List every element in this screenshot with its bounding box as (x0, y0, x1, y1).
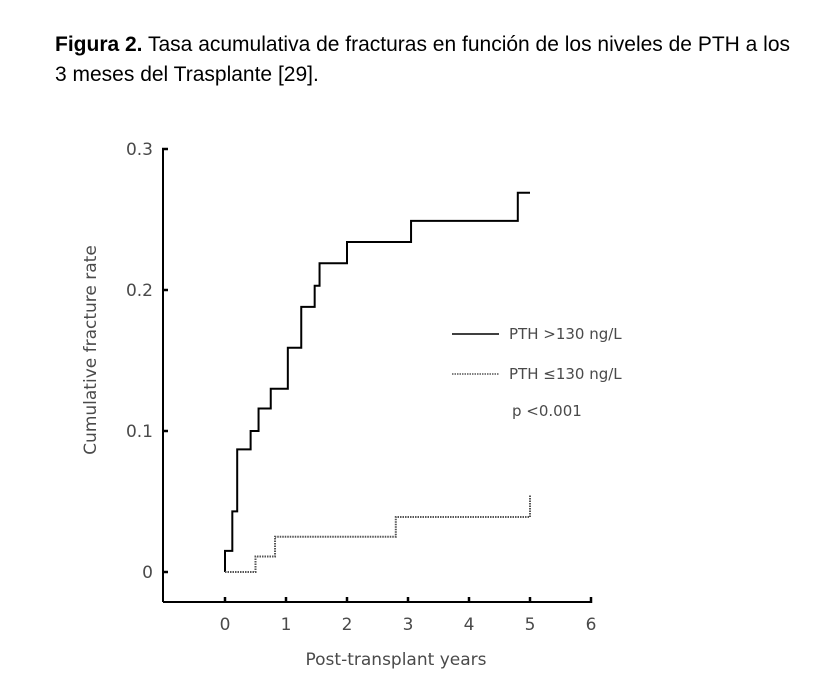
x-tick-label: 6 (585, 615, 597, 635)
axes (126, 140, 596, 635)
x-axis-label: Post-transplant years (305, 650, 487, 670)
series-line-1 (225, 193, 530, 572)
x-tick-label: 3 (402, 615, 414, 635)
x-tick-label: 2 (341, 615, 353, 635)
x-tick-label: 4 (463, 615, 475, 635)
caption-text: Tasa acumulativa de fracturas en función de los niveles de PTH a los 3 meses del Trasplante [29]. (55, 33, 791, 86)
legend-label-2: PTH ≤130 ng/L (509, 365, 622, 383)
p-value-annotation: p <0.001 (512, 402, 582, 420)
legend (452, 325, 622, 383)
y-tick-label: 0.2 (125, 281, 153, 301)
y-tick-label: 0.3 (125, 140, 153, 160)
y-tick-label: 0.1 (125, 422, 153, 442)
y-axis-label: Cumulative fracture rate (81, 245, 101, 455)
series-layer (225, 193, 530, 572)
caption-label: Figura 2. (55, 33, 143, 56)
x-tick-label: 5 (524, 615, 536, 635)
legend-label-1: PTH >130 ng/L (509, 325, 622, 343)
x-tick-label: 0 (219, 615, 231, 635)
y-tick-label: 0 (142, 563, 153, 583)
series-line-2 (225, 494, 530, 572)
x-tick-label: 1 (280, 615, 292, 635)
